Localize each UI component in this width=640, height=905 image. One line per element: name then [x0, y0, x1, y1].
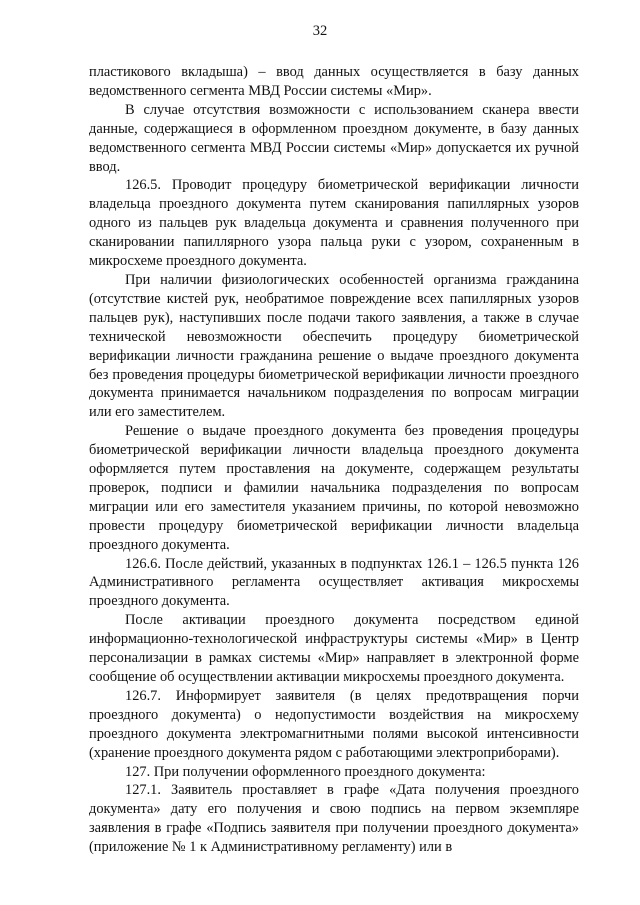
paragraph-127-1: 127.1. Заявитель проставляет в графе «Дата получения проездного документа» дату его получения и свою подпись на первом экземпляре заявления в графе «Подпись заявителя при получении проездного документа» (приложение № 1 к Административному регламенту) или в — [89, 782, 579, 856]
paragraph-manual-entry: В случае отсутствия возможности с использованием сканера ввести данные, содержащиеся в оформленном проездном документе, в базу данных ведомственного сегмента МВД России системы «Мир» допускается их ручной ввод. — [89, 101, 579, 175]
page-number: 32 — [312, 23, 328, 39]
paragraph-126-5: 126.5. Проводит процедуру биометрической верификации личности владельца проездного документа путем сканирования папиллярных узоров одного из пальцев рук владельца документа и сравнения полученного при сканировании папиллярного узора пальца руки с узором, сохраненным в микросхеме проездного документа. — [89, 177, 579, 270]
paragraph-activation: После активации проездного документа посредством единой информационно-технологической инфраструктуры системы «Мир» в Центр персонализации в рамках системы «Мир» направляет в электронной форме сообщение об осуществлении активации микросхемы проездного документа. — [89, 612, 579, 685]
paragraph-continuation: пластикового вкладыша) – ввод данных осуществляется в базу данных ведомственного сегмента МВД России системы «Мир». — [89, 64, 579, 99]
paragraph-126-7: 126.7. Информирует заявителя (в целях предотвращения порчи проездного документа) о недопустимости воздействия на микросхему проездного документа электромагнитными полями высокой интенсивности (хранение проездного документа рядом с работающими электроприборами). — [89, 687, 579, 761]
paragraph-127: 127. При получении оформленного проездного документа: — [125, 763, 486, 780]
paragraph-decision: Решение о выдаче проездного документа без проведения процедуры биометрической верификации личности владельца проездного документа оформляется путем проставления на документе, содержащем результаты проверок, подписи и фамилии начальника подразделения по вопросам миграции или его заместителя указанием причины, по которой невозможно провести процедуру биометрической верификации личности владельца проездного документа. — [89, 423, 579, 553]
paragraph-physiological: При наличии физиологических особенностей организма гражданина (отсутствие кистей рук, необратимое повреждение всех папиллярных узоров пальцев рук), наступивших после подачи такого заявления, а также в случае технической невозможности обеспечить процедуру биометрической верификации личности гражданина решение о выдаче проездного документа без проведения процедуры биометрической верификации личности проездного документа принимается начальником подразделения по вопросам миграции или его заместителем. — [89, 271, 579, 421]
paragraph-126-6: 126.6. После действий, указанных в подпунктах 126.1 – 126.5 пункта 126 Административного регламента осуществляет активация микросхемы проездного документа. — [89, 555, 579, 610]
document-body — [89, 63, 579, 857]
